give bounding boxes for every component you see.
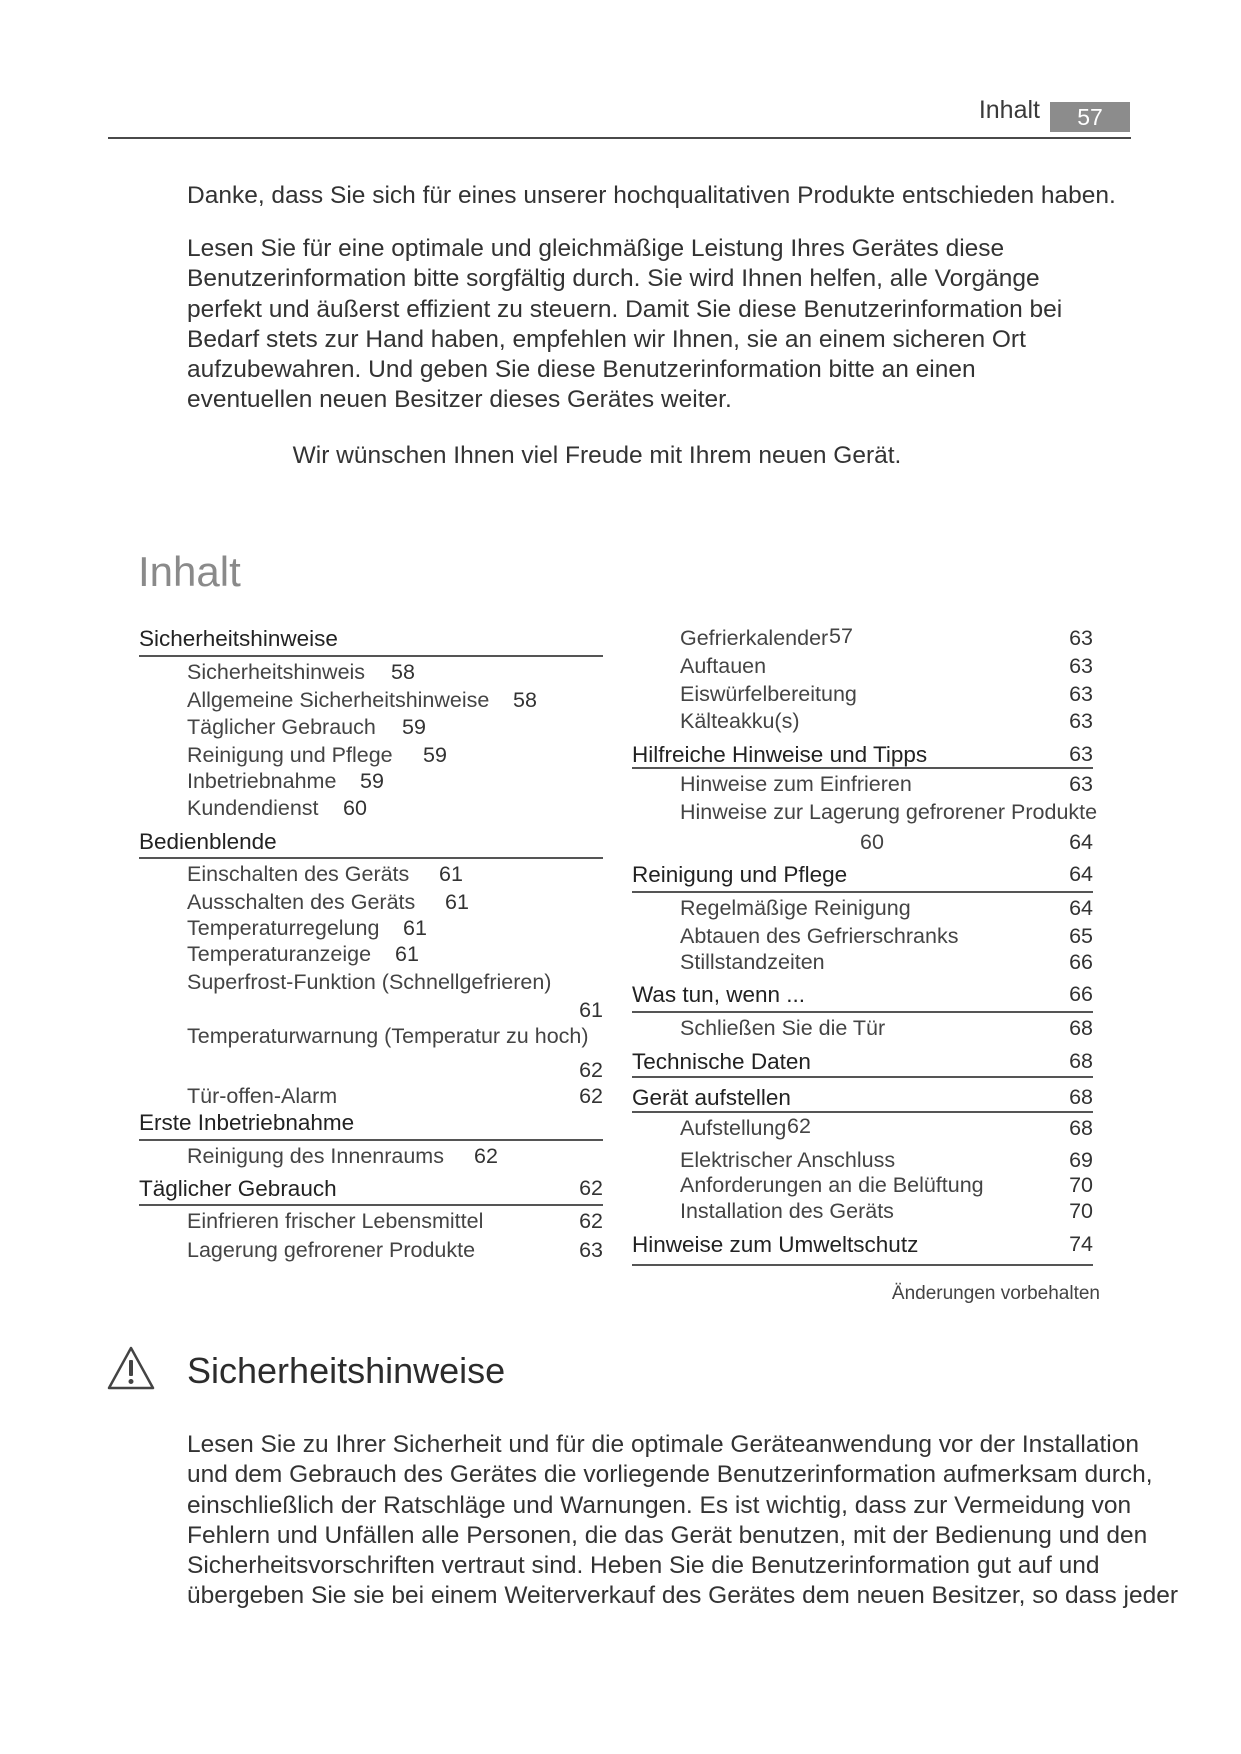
toc-page-number: 59	[360, 769, 384, 793]
running-header-section: Inhalt	[978, 96, 1040, 124]
toc-page-number: 66	[1069, 950, 1093, 974]
toc-entry-title: Aufstellung	[680, 1116, 787, 1140]
intro-line: Lesen Sie für eine optimale und gleichmäßige Leistung Ihres Gerätes diese	[187, 235, 1005, 262]
toc-section-rule	[632, 767, 1093, 769]
safety-line: Sicherheitsvorschriften vertraut sind. Heben Sie die Benutzerinformation gut auf und	[187, 1552, 1100, 1580]
toc-entry-title: Sicherheitshinweis	[187, 660, 366, 684]
toc-entry-title: Einfrieren frischer Lebensmittel	[187, 1209, 484, 1233]
toc-section-title: Hinweise zum Umweltschutz	[632, 1232, 919, 1257]
safety-line: Lesen Sie zu Ihrer Sicherheit und für die optimale Geräteanwendung vor der Installation	[187, 1431, 1139, 1458]
intro-wish: Wir wünschen Ihnen viel Freude mit Ihrem neuen Gerät.	[292, 442, 902, 469]
toc-section-rule	[632, 1111, 1093, 1113]
toc-section-rule	[139, 1204, 603, 1206]
toc-page-number: 62	[579, 1058, 603, 1082]
toc-entry-inline-page: 60	[860, 830, 884, 854]
toc-page-number: 61	[579, 998, 603, 1022]
toc-page-number: 68	[1069, 1085, 1093, 1109]
toc-entry-title: Temperaturregelung	[187, 916, 380, 940]
toc-entry-title: Temperaturanzeige	[187, 942, 372, 966]
toc-section-rule	[632, 1264, 1093, 1266]
safety-line: übergeben Sie sie bei einem Weiterverkauf des Gerätes dem neuen Besitzer, so dass jeder	[187, 1582, 1178, 1610]
toc-entry-title: Eiswürfelbereitung	[680, 682, 857, 706]
toc-entry-inline-page: 57	[829, 624, 853, 648]
toc-entry-title: Hinweise zum Einfrieren	[680, 772, 912, 796]
toc-section-title: Täglicher Gebrauch	[139, 1176, 337, 1201]
toc-entry-title: Lagerung gefrorener Produkte	[187, 1238, 476, 1262]
toc-page-number: 63	[1069, 742, 1093, 766]
toc-page-number: 70	[1069, 1199, 1093, 1223]
intro-line: aufzubewahren. Und geben Sie diese Benutzerinformation bitte an einen	[187, 356, 976, 384]
toc-entry-title: Inbetriebnahme	[187, 769, 337, 793]
toc-page-number: 62	[579, 1084, 603, 1108]
toc-page-number: 59	[402, 715, 426, 739]
intro-line: eventuellen neuen Besitzer dieses Gerätes weiter.	[187, 386, 732, 414]
toc-page-number: 63	[1069, 654, 1093, 678]
toc-section-title: Erste Inbetriebnahme	[139, 1110, 355, 1135]
toc-entry-title: Reinigung und Pflege	[187, 743, 393, 767]
toc-entry-title: Kälteakku(s)	[680, 709, 800, 733]
toc-entry-title: Auftauen	[680, 654, 767, 678]
toc-entry-title: Reinigung des Innenraums	[187, 1144, 444, 1168]
toc-section-rule	[139, 1139, 603, 1141]
toc-entry-title: Allgemeine Sicherheitshinweise	[187, 688, 490, 712]
toc-page-number: 70	[1069, 1173, 1093, 1197]
toc-page-number: 60	[343, 796, 367, 820]
intro-paragraph	[187, 234, 1127, 416]
intro-line: Benutzerinformation bitte sorgfältig durch. Sie wird Ihnen helfen, alle Vorgänge	[187, 265, 1040, 293]
toc-page-number: 68	[1069, 1049, 1093, 1073]
toc-page-number: 63	[1069, 709, 1093, 733]
toc-page-number: 61	[395, 942, 419, 966]
toc-page-number: 74	[1069, 1232, 1093, 1256]
toc-page-number: 64	[1069, 896, 1093, 920]
toc-section-rule	[139, 655, 603, 657]
toc-section-title: Reinigung und Pflege	[632, 862, 848, 887]
intro-line: perfekt und äußerst effizient zu steuern. Damit Sie diese Benutzerinformation bei	[187, 295, 1063, 323]
changes-note: Änderungen vorbehalten	[891, 1283, 1100, 1304]
toc-page-number: 62	[474, 1144, 498, 1168]
page-number: 57	[1050, 102, 1130, 132]
toc-section-rule	[139, 857, 603, 859]
toc-page-number: 68	[1069, 1116, 1093, 1140]
toc-page-number: 66	[1069, 982, 1093, 1006]
toc-section-title: Was tun, wenn ...	[632, 982, 805, 1007]
toc-entry-title: Täglicher Gebrauch	[187, 715, 376, 739]
toc-page-number: 62	[579, 1176, 603, 1200]
toc-section-rule	[632, 891, 1093, 893]
toc-section-title: Hilfreiche Hinweise und Tipps	[632, 742, 928, 767]
toc-entry-title: Tür-offen-Alarm	[187, 1084, 338, 1108]
toc-page-number: 59	[423, 743, 447, 767]
safety-line: einschließlich der Ratschläge und Warnungen. Es ist wichtig, dass zur Vermeidung von	[187, 1491, 1132, 1519]
toc-entry-title: Gefrierkalender	[680, 626, 829, 650]
header-rule	[108, 137, 1131, 139]
toc-page-number: 63	[579, 1238, 603, 1262]
toc-heading: Inhalt	[138, 548, 241, 595]
warning-triangle-icon	[106, 1345, 156, 1391]
toc-page-number: 63	[1069, 682, 1093, 706]
toc-section-title: Gerät aufstellen	[632, 1085, 791, 1110]
safety-line: und dem Gebrauch des Gerätes die vorliegende Benutzerinformation aufmerksam durch,	[187, 1461, 1153, 1489]
toc-entry-title: Abtauen des Gefrierschranks	[680, 924, 959, 948]
toc-section-title: Bedienblende	[139, 829, 277, 854]
toc-section-rule	[632, 1076, 1093, 1078]
toc-section-title: Technische Daten	[632, 1049, 811, 1074]
safety-paragraph	[187, 1430, 1178, 1612]
toc-page-number: 58	[391, 660, 415, 684]
safety-heading: Sicherheitshinweise	[187, 1350, 506, 1391]
toc-entry-title: Einschalten des Geräts	[187, 862, 410, 886]
toc-section-rule	[632, 1011, 1093, 1013]
toc-page-number: 63	[1069, 626, 1093, 650]
toc-page-number: 64	[1069, 830, 1093, 854]
toc-entry-title: Elektrischer Anschluss	[680, 1148, 896, 1172]
toc-page-number: 68	[1069, 1016, 1093, 1040]
toc-page-number: 61	[403, 916, 427, 940]
toc-entry-inline-page: 62	[787, 1114, 811, 1138]
toc-entry-title: Schließen Sie die Tür	[680, 1016, 886, 1040]
toc-section-title: Sicherheitshinweise	[139, 626, 338, 651]
intro-thanks	[187, 181, 1127, 211]
toc-entry-title: Stillstandzeiten	[680, 950, 825, 974]
toc-entry-title: Anforderungen an die Belüftung	[680, 1173, 984, 1197]
toc-entry-title: Superfrost-Funktion (Schnellgefrieren)	[187, 970, 552, 994]
intro-line: Bedarf stets zur Hand haben, empfehlen wir Ihnen, sie an einem sicheren Ort	[187, 325, 1026, 353]
toc-page-number: 61	[445, 890, 469, 914]
toc-entry-title: Kundendienst	[187, 796, 319, 820]
toc-page-number: 69	[1069, 1148, 1093, 1172]
toc-entry-title: Installation des Geräts	[680, 1199, 894, 1223]
toc-entry-title: Hinweise zur Lagerung gefrorener Produkte	[680, 800, 1098, 824]
intro-thanks-line: Danke, dass Sie sich für eines unserer hochqualitativen Produkte entschieden haben.	[187, 182, 1116, 209]
toc-entry-title: Temperaturwarnung (Temperatur zu hoch)	[187, 1024, 589, 1048]
toc-page-number: 58	[513, 688, 537, 712]
toc-entry-title: Ausschalten des Geräts	[187, 890, 416, 914]
safety-line: Fehlern und Unfällen alle Personen, die das Gerät benutzen, mit der Bedienung und den	[187, 1521, 1148, 1549]
toc-page-number: 64	[1069, 862, 1093, 886]
toc-entry-title: Regelmäßige Reinigung	[680, 896, 911, 920]
toc-page-number: 63	[1069, 772, 1093, 796]
toc-page-number: 62	[579, 1209, 603, 1233]
toc-page-number: 65	[1069, 924, 1093, 948]
toc-page-number: 61	[439, 862, 463, 886]
